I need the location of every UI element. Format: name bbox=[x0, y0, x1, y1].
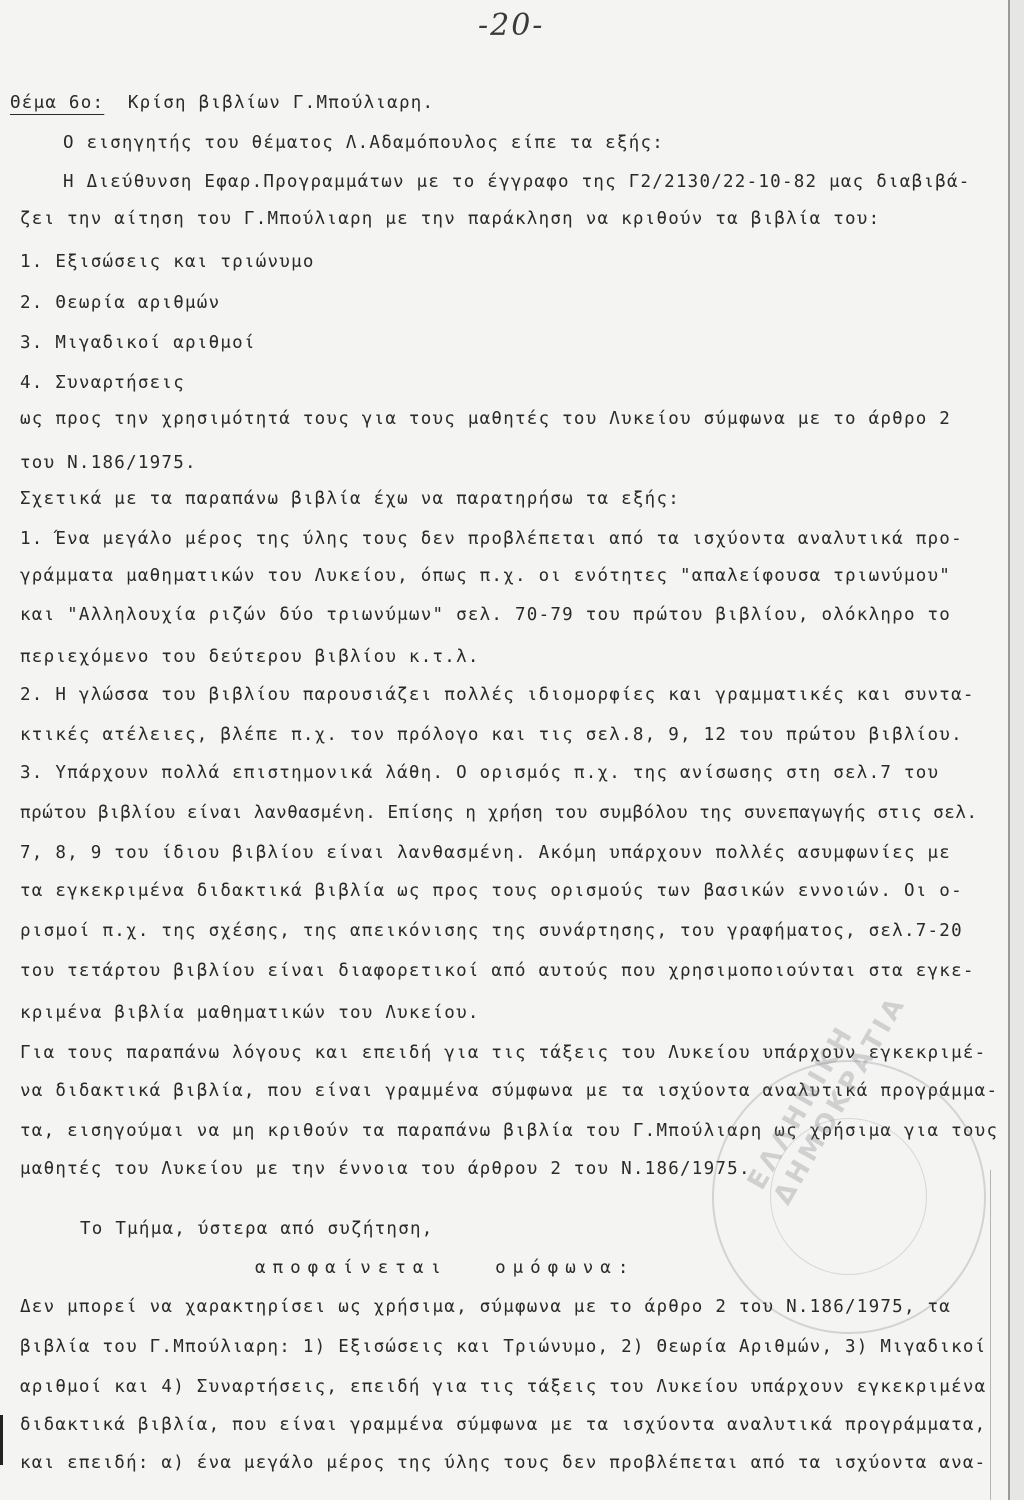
list-item: 1. Εξισώσεις και τριώνυμο bbox=[20, 252, 315, 272]
list-item: 4. Συναρτήσεις bbox=[20, 373, 186, 393]
body-line: ως προς την χρησιμότητά τους για τους μαθητές του Λυκείου σύμφωνα με το άρθρο 2 bbox=[20, 409, 952, 429]
decision-manner: ομόφωνα: bbox=[495, 1258, 636, 1278]
list-item: 2. Θεωρία αριθμών bbox=[20, 293, 221, 313]
subject-label: Θέμα 6ο: bbox=[10, 93, 105, 113]
list-item: 3. Μιγαδικοί αριθμοί bbox=[20, 333, 256, 353]
decision-text-line: βιβλία του Γ.Μπούλιαρη: 1) Εξισώσεις και Τριώνυμο, 2) Θεωρία Αριθμών, 3) Μιγαδικοί bbox=[20, 1337, 987, 1357]
page-number: -20- bbox=[478, 8, 545, 43]
body-line: κριμένα βιβλία μαθηματικών του Λυκείου. bbox=[20, 1003, 480, 1023]
decision-text-line: διδακτικά βιβλία, που είναι γραμμένα σύμφωνα με τα ισχύοντα αναλυτικά προγράμματα, bbox=[20, 1415, 987, 1435]
body-line: τα εγκεκριμένα διδακτικά βιβλία ως προς τους ορισμούς των βασικών εννοιών. Οι ο- bbox=[20, 881, 963, 901]
section-intro: Το Τμήμα, ύστερα από συζήτηση, bbox=[80, 1219, 434, 1239]
body-line: γράμματα μαθηματικών του Λυκείου, όπως π.χ. οι ενότητες "απαλείφουσα τριωνύμου" bbox=[20, 566, 952, 586]
body-line: να διδακτικά βιβλία, που είναι γραμμένα σύμφωνα με τα ισχύοντα αναλυτικά προγράμμα- bbox=[20, 1081, 999, 1101]
body-line: μαθητές του Λυκείου με την έννοια του άρθρου 2 του Ν.186/1975. bbox=[20, 1159, 751, 1179]
body-line: 1. Ένα μεγάλο μέρος της ύλης τους δεν προβλέπεται από τα ισχύοντα αναλυτικά προ- bbox=[20, 529, 963, 549]
body-line: ζει την αίτηση του Γ.Μπούλιαρη με την παράκληση να κριθούν τα βιβλία του: bbox=[20, 209, 881, 229]
subject-title: Κρίση βιβλίων Γ.Μπούλιαρη. bbox=[127, 93, 435, 113]
body-line: Η Διεύθυνση Εφαρ.Προγραμμάτων με το έγγραφο της Γ2/2130/22-10-82 μας διαβιβά- bbox=[63, 172, 971, 192]
body-line: ρισμοί π.χ. της σχέσης, της απεικόνισης της συνάρτησης, του γραφήματος, σελ.7-20 bbox=[20, 921, 963, 941]
body-line: Για τους παραπάνω λόγους και επειδή για τις τάξεις του Λυκείου υπάρχουν εγκεκριμέ- bbox=[20, 1043, 987, 1063]
official-stamp-text: ΕΛΛΗΝΙΚΗ ΔΗΜΟΚΡΑΤΙΑ bbox=[742, 989, 913, 1210]
body-line: Ο εισηγητής του θέματος Λ.Αδαμόπουλος είπε τα εξής: bbox=[63, 133, 665, 153]
body-line: πρώτου βιβλίου είναι λανθασμένη. Επίσης η χρήση του συμβόλου της συνεπαγωγής στις σελ. bbox=[20, 803, 978, 823]
decision-text-line: αριθμοί και 4) Συναρτήσεις, επειδή για τις τάξεις του Λυκείου υπάρχουν εγκεκριμένα bbox=[20, 1377, 987, 1397]
body-line: περιεχόμενο του δεύτερου βιβλίου κ.τ.λ. bbox=[20, 647, 480, 667]
body-line: του τετάρτου βιβλίου είναι διαφορετικοί από αυτούς που χρησιμοποιούνται στα εγκε- bbox=[20, 961, 975, 981]
decision-line bbox=[255, 1258, 635, 1278]
body-line: 7, 8, 9 του ίδιου βιβλίου είναι λανθασμένη. Ακόμη υπάρχουν πολλές ασυμφωνίες με bbox=[20, 843, 952, 863]
decision-text-line: Δεν μπορεί να χαρακτηρίσει ως χρήσιμα, σύμφωνα με το άρθρο 2 του Ν.186/1975, τα bbox=[20, 1297, 952, 1317]
decision-text-line: και επειδή: α) ένα μεγάλο μέρος της ύλης τους δεν προβλέπεται από τα ισχύοντα ανα- bbox=[20, 1453, 987, 1473]
body-line: τα, εισηγούμαι να μη κριθούν τα παραπάνω βιβλία του Γ.Μπούλιαρη ως χρήσιμα για τους bbox=[20, 1121, 999, 1141]
body-line: Σχετικά με τα παραπάνω βιβλία έχω να παρατηρήσω τα εξής: bbox=[20, 489, 681, 509]
body-line: 3. Υπάρχουν πολλά επιστημονικά λάθη. Ο ορισμός π.χ. της ανίσωσης στη σελ.7 του bbox=[20, 763, 940, 783]
margin-binding-mark bbox=[0, 1415, 3, 1465]
body-line: κτικές ατέλειες, βλέπε π.χ. τον πρόλογο και τις σελ.8, 9, 12 του πρώτου βιβλίου. bbox=[20, 725, 963, 745]
body-line: και "Αλληλουχία ριζών δύο τριωνύμων" σελ. 70-79 του πρώτου βιβλίου, ολόκληρο το bbox=[20, 605, 952, 625]
subject-line bbox=[10, 93, 434, 113]
decision-verb: αποφαίνεται bbox=[255, 1258, 448, 1278]
body-line: του Ν.186/1975. bbox=[20, 453, 197, 473]
body-line: 2. Η γλώσσα του βιβλίου παρουσιάζει πολλές ιδιομορφίες και γραμματικές και συντα- bbox=[20, 685, 975, 705]
page-edge-lower bbox=[990, 1170, 1024, 1500]
